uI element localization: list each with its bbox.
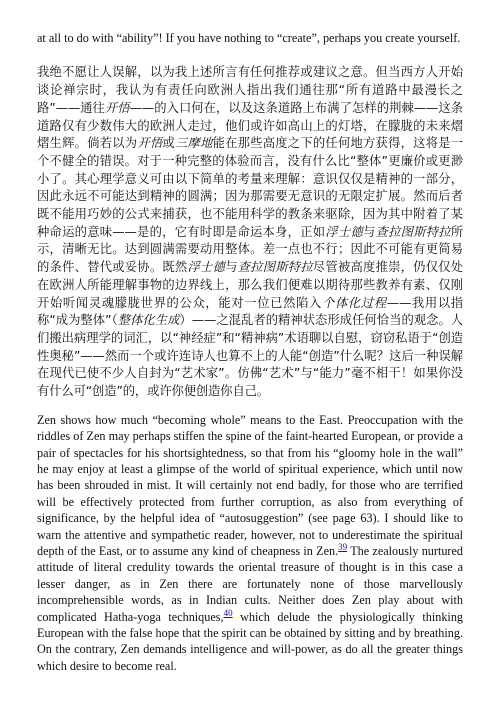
top-paragraph: at all to do with “ability”! If you have nothing to “create”, perhaps you create yourself. [37, 31, 461, 45]
footnote-link-40[interactable]: 40 [223, 607, 233, 618]
zh-italic: 浮士德 [187, 260, 226, 275]
zh-text: 与 [225, 260, 238, 275]
zh-text: 所示，清晰无比。达到圆满需要动用整体。差一点也不行；因此不可能有更简易的条件、替代或妥协。既然 [37, 224, 464, 275]
zh-italic: 三摩地 [174, 136, 213, 151]
en-text: which delude the physiologically thinking European with the false hope that the spirit can be obtained by sitting and by breathing. On the contrary, Zen demands intelligence and will-power, as do all the greater things which desire to become real. [37, 609, 464, 673]
zh-italic: 开悟 [137, 136, 163, 151]
zh-text: 与 [362, 224, 376, 239]
zh-italic: 整体化生成 [117, 313, 180, 328]
zh-text: ——的入口何在，以及这条道路上布满了怎样的荆棘——这条道路仅有少数伟大的欧洲人走过，他们或许如高山上的灯塔，在朦胧的未来熠熠生辉。倘若以为 [37, 100, 463, 151]
zh-text: 我绝不愿让人误解，以为我上述所言有任何推荐或建议之意。但当西方人开始谈论禅宗时，我认为有责任向欧洲人指出我们通往那“所有道路中最漫长之路”——通往 [37, 65, 463, 115]
english-paragraph [37, 412, 463, 675]
en-text: The zealously nurtured attitude of literal credulity towards the oriental treasure of thought is in this case a lesser danger, as in Zen there are fortunately none of those marvellously incomprehensible words, as in Indian cults. Neither does Zen play about with complicated Hatha-yoga techniques, [37, 544, 463, 624]
zh-italic: 查拉图斯特拉 [375, 224, 451, 239]
document-page [37, 30, 463, 674]
zh-text: 尽管被高度推崇，仍仅仅处在欧洲人所能理解事物的边界线上，那么我们便难以期待那些教养有素、仅刚开始听闻灵魂朦胧世界的公众，能对一位已然陷入 [37, 260, 463, 310]
en-text: Zen shows how much “becoming whole” means to the East. Preoccupation with the riddles of Zen may perhaps stiffen the spine of the faint-hearted European, or provide a pair of spectacles for his shortsightedness, so that from his “gloomy hole in the wall” he may enjoy at least a glimpse of the world of spiritual experience, which until now has been shrouded in mist. It will certainly not end badly, for those who are terrified will be effectively protected from further corruption, as also from everything of significance, by the helpful idea of “autosuggestion” (see page 63). I should like to warn the attentive and sympathetic reader, however, not to underestimate the spiritual depth of the East, or to assume any kind of cheapness in Zen. [37, 412, 463, 559]
zh-text: 或 [162, 136, 175, 151]
zh-italic: 开悟 [104, 100, 130, 115]
chinese-paragraph [37, 64, 463, 400]
zh-italic: 个体化过程 [322, 295, 387, 310]
zh-italic: 浮士德 [325, 224, 363, 239]
zh-text: ）——之混乱者的精神状态形成任何恰当的观念。人们搬出病理学的词汇，以“神经症”和“精神病”术语聊以自慰，窃窃私语于“创造性奥秘”——然而一个或许连诗人也算不上的人能“创造”什么呢？这后一种误解在现代已使不少人自封为“艺术家”。仿佛“艺术”与“能力”毫不相干！如果你没有什么可“创造”的，或许你便创造你自己。 [37, 313, 464, 399]
zh-italic: 查拉图斯特拉 [237, 260, 313, 275]
zh-text: 能在那些高度之下的任何地方获得，这将是一个不健全的错误。对于一种完整的体验而言，没有什么比“整体”更廉价或更渺小了。其心理学意义可由以下简单的考量来理解：意识仅仅是精神的一部分，因此永远不可能达到精神的圆满；因为那需要无意识的无限定扩展。然而后者既不能用巧妙的公式来捕获，也不能用科学的教条来驱除，因为其中附着了某种命运的意味——是的，它有时即是命运本身，正如 [37, 136, 463, 239]
zh-text: ——我用以指称“成为整体”（ [37, 295, 463, 328]
footnote-link-39[interactable]: 39 [338, 541, 348, 552]
